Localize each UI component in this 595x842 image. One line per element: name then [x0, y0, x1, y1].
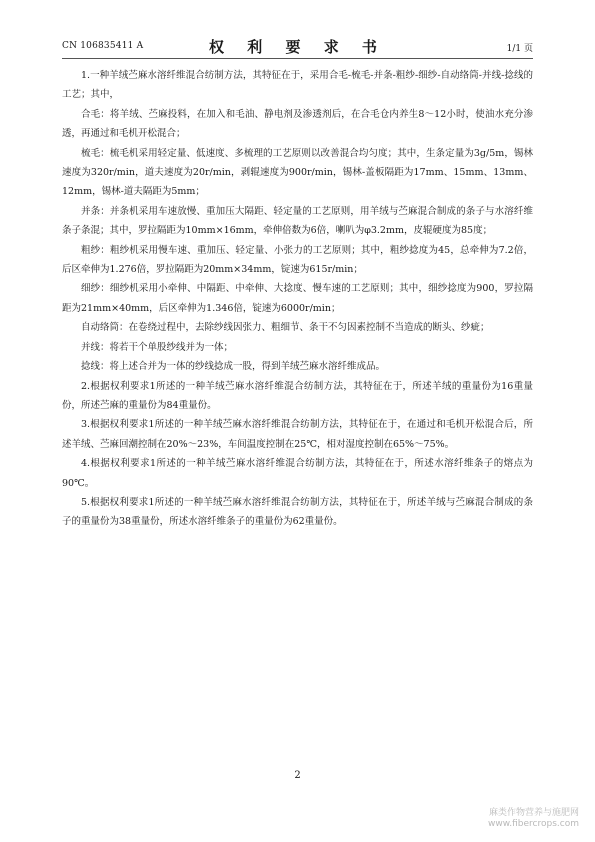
claim-4: 4.根据权利要求1所述的一种羊绒苎麻水溶纤维混合纺制方法，其特征在于，所述水溶纤维条子的熔点为90℃。	[62, 458, 533, 489]
claim-1-step-carding: 梳毛：梳毛机采用轻定量、低速度、多梳理的工艺原则以改善混合均匀度；其中，生条定量为3g/5m，锡林速度为320r/min，道夫速度为20r/min，剥辊速度为900r/min，锡林-盖板隔距为17mm、15mm、13mm、12mm，锡林-道夫隔距为5mm；	[62, 147, 533, 198]
claim-1-step-roving: 粗纱：粗纱机采用慢车速、重加压、轻定量、小张力的工艺原则；其中，粗纱捻度为45，总牵伸为7.2倍，后区牵伸为1.276倍，罗拉隔距为20mm×34mm，锭速为615r/min；	[62, 244, 533, 276]
claim-3: 3.根据权利要求1所述的一种羊绒苎麻水溶纤维混合纺制方法，其特征在于，在通过和毛机开松混合后，所述羊绒、苎麻回潮控制在20%～23%，车间温度控制在25℃，相对湿度控制在65%～75%。	[62, 419, 533, 450]
watermark-url: www.fibercrops.com	[488, 819, 579, 829]
page-number: 2	[294, 770, 301, 781]
claim-1-step-winding: 自动络筒：在卷绕过程中，去除纱线因张力、粗细节、条干不匀因素控制不当造成的断头、纱疵；	[81, 322, 490, 334]
publication-number: CN 106835411 A	[62, 41, 144, 51]
document-title: 权 利 要 求 书	[209, 38, 386, 56]
claim-1-step-drawing: 并条：并条机采用车速放慢、重加压大隔距、轻定量的工艺原则，用羊绒与苎麻混合制成的条子与水溶纤维条子条混；其中，罗拉隔距为10mm×16mm，牵伸倍数为6倍，喇叭为φ3.2mm，皮辊硬度为85度；	[62, 205, 533, 237]
claim-5: 5.根据权利要求1所述的一种羊绒苎麻水溶纤维混合纺制方法，其特征在于，所述羊绒与苎麻混合制成的条子的重量份为38重量份，所述水溶纤维条子的重量份为62重量份。	[62, 496, 533, 528]
claim-1-step-doubling: 并线：将若干个单股纱线并为一体；	[81, 341, 234, 353]
claim-1-intro: 1.一种羊绒苎麻水溶纤维混合纺制方法，其特征在于，采用合毛-梳毛-并条-粗纱-细纱-自动络筒-并线-捻线的工艺；其中，	[62, 70, 533, 101]
claim-1-step-spinning: 细纱：细纱机采用小牵伸、中隔距、中牵伸、大捻度、慢车速的工艺原则；其中，细纱捻度为900，罗拉隔距为21mm×40mm，后区牵伸为1.346倍，锭速为6000r/min；	[62, 283, 533, 314]
header-rule	[62, 58, 533, 59]
page-header	[62, 36, 533, 56]
watermark	[488, 808, 579, 830]
page-count: 1/1 页	[506, 44, 533, 54]
claim-1-step-twisting: 捻线：将上述合并为一体的纱线捻成一股，得到羊绒苎麻水溶纤维成品。	[81, 361, 386, 373]
claims-body	[62, 66, 533, 532]
claim-1-step-blending: 合毛：将羊绒、苎麻投料，在加入和毛油、静电剂及渗透剂后，在合毛仓内养生8～12小时，使油水充分渗透，再通过和毛机开松混合；	[62, 108, 533, 140]
watermark-site-name: 麻类作物营养与施肥网	[488, 808, 579, 818]
claim-2: 2.根据权利要求1所述的一种羊绒苎麻水溶纤维混合纺制方法，其特征在于，所述羊绒的重量份为16重量份，所述苎麻的重量份为84重量份。	[62, 380, 533, 411]
